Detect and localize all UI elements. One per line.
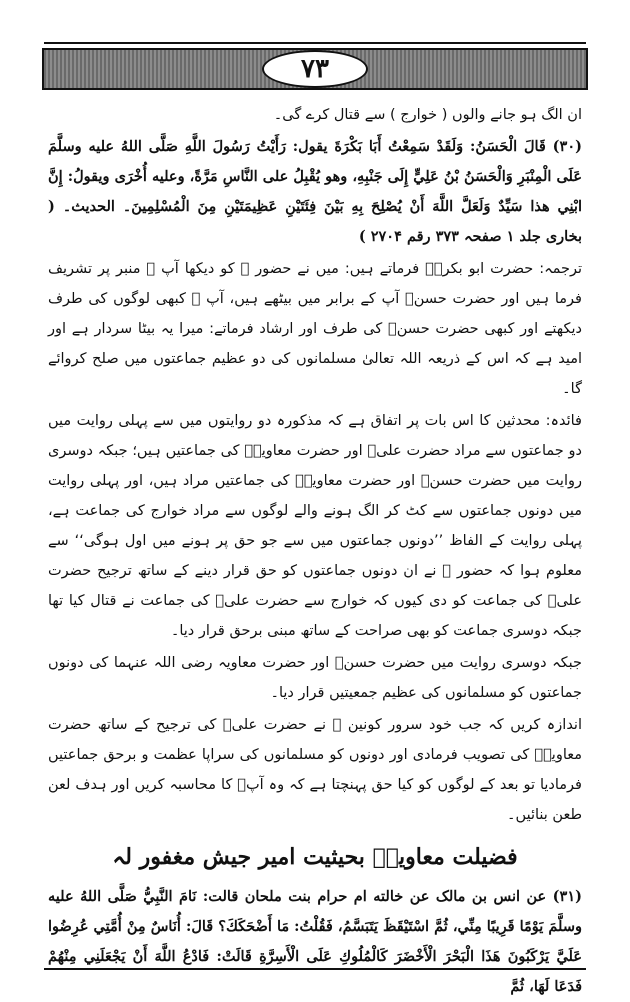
hadith-30: (۳۰) قَالَ الْحَسَنُ: وَلَقَدْ سَمِعْتُ أَبَا بَكْرَةَ يقول: رَأَيْتُ رَسُولَ اللَّهِ صَلَّى اللهُ عليه وسلَّمَ عَلَى الْمِنْبَرِ وَالْحَسَنُ بْنُ عَلِيٍّ إِلَى جَنْبِهِ، وهو يُقْبِلُ على النَّاسِ مَرَّةً، وعليه أُخْرَى ويقولُ: إِنَّ ابْنِي هذا سَيِّدٌ وَلَعَلَّ اللَّهَ أَنْ يُصْلِحَ بِهِ بَيْنَ فِئَتَيْنِ عَظِيمَتَيْنِ مِنَ الْمُسْلِمِينَ۔ الحديث۔ ( بخاری جلد ۱ صفحہ ۳۷۳ رقم ۲۷۰۴ ) <box>48 138 582 245</box>
conclusion-paragraph: اندازہ کریں کہ جب خود سرور کونین ﷺ نے حضرت علیؓ کی ترجیح کے ساتھ حضرت معاویہؓ کی تصویب فرمادی اور دونوں کو مسلمانوں کی سراپا عظمت و برحق جماعتیں فرمادیا تو بعد کے لوگوں کو کیا حق پہنچتا ہے کہ وہ آپؓ کا محاسبہ کریں اور ہدف لعن طعن بنائیں۔ <box>48 717 582 823</box>
translation-paragraph: ترجمہ: حضرت ابو بکرہؓ فرماتے ہیں: میں نے حضور ﷺ کو دیکھا آپ ﷺ منبر پر تشریف فرما ہیں اور حضرت حسنؓ آپ کے برابر میں بیٹھے ہیں، آپ ﷺ کبھی لوگوں کی طرف دیکھتے اور کبھی حضرت حسنؓ کی طرف اور ارشاد فرماتے: میرا یہ بیٹا سردار ہے اور امید ہے کہ اس کے ذریعہ اللہ تعالیٰ مسلمانوں کی دو عظیم جماعتوں میں صلح کروائے گا۔ <box>48 261 582 397</box>
hadith-31: (۳۱) عن انس بن مالک عن خالته ام حرام بنت ملحان قالت: نَامَ النَّبِيُّ صَلَّى اللهُ عليه وسلَّمَ يَوْمًا قَرِيبًا مِنِّي، ثُمَّ اسْتَيْقَظَ يَتَبَسَّمُ، فَقُلْتُ: مَا أَضْحَكَكَ؟ قَالَ: أُنَاسٌ مِنْ أُمَّتِي عُرِضُوا عَلَيَّ يَرْكَبُونَ هَذَا الْبَحْرَ الْأَخْضَرَ كَالْمُلُوكِ عَلَى الْأَسِرَّةِ قَالَتْ: فَادْعُ اللَّهَ أَنْ يَجْعَلَنِي مِنْهُمْ فَدَعَا لَهَا، ثُمَّ <box>48 888 582 995</box>
page-number: ۷۳ <box>262 50 368 88</box>
text-line-continuation: ان الگ ہو جانے والوں ( خوارج ) سے قتال کرے گی۔ <box>273 107 582 123</box>
second-narration-paragraph: جبکہ دوسری روایت میں حضرت حسنؓ اور حضرت معاویہ رضی اللہ عنہما کی دونوں جماعتوں کو مسلمانوں کی عظیم جمعیتیں قرار دیا۔ <box>48 655 582 701</box>
page-content <box>48 100 582 1002</box>
benefit-paragraph: فائدہ: محدثین کا اس بات پر اتفاق ہے کہ مذکورہ دو روایتوں میں سے پہلی روایت میں دو جماعتوں سے مراد حضرت علیؓ اور حضرت معاویہؓ کی جماعتیں ہیں؛ جبکہ دوسری روایت میں حضرت حسنؓ اور حضرت معاویہؓ کی جماعتیں مراد ہیں، اور پہلی روایت میں دونوں جماعتوں سے کٹ کر الگ ہونے والے لوگوں سے مراد خوارج کی جماعت ہے، پہلی روایت کے الفاظ ’’دونوں جماعتوں میں سے جو حق پر ہونے میں اول ہوگی‘‘ سے معلوم ہوا کہ حضور ﷺ نے ان دونوں جماعتوں کو حق قرار دینے کے ساتھ ترجیح حضرت علیؓ کی جماعت کو دی کیوں کہ خوارج سے حضرت علیؓ کی جماعت نے قتال کیا تھا جبکہ دوسری جماعت کو بھی صراحت کے ساتھ مبنی برحق قرار دیا۔ <box>48 413 582 639</box>
footer-rule <box>44 968 586 970</box>
section-heading: فضیلت معاویہؓ بحیثیت امیر جیش مغفور لہ <box>112 844 518 870</box>
